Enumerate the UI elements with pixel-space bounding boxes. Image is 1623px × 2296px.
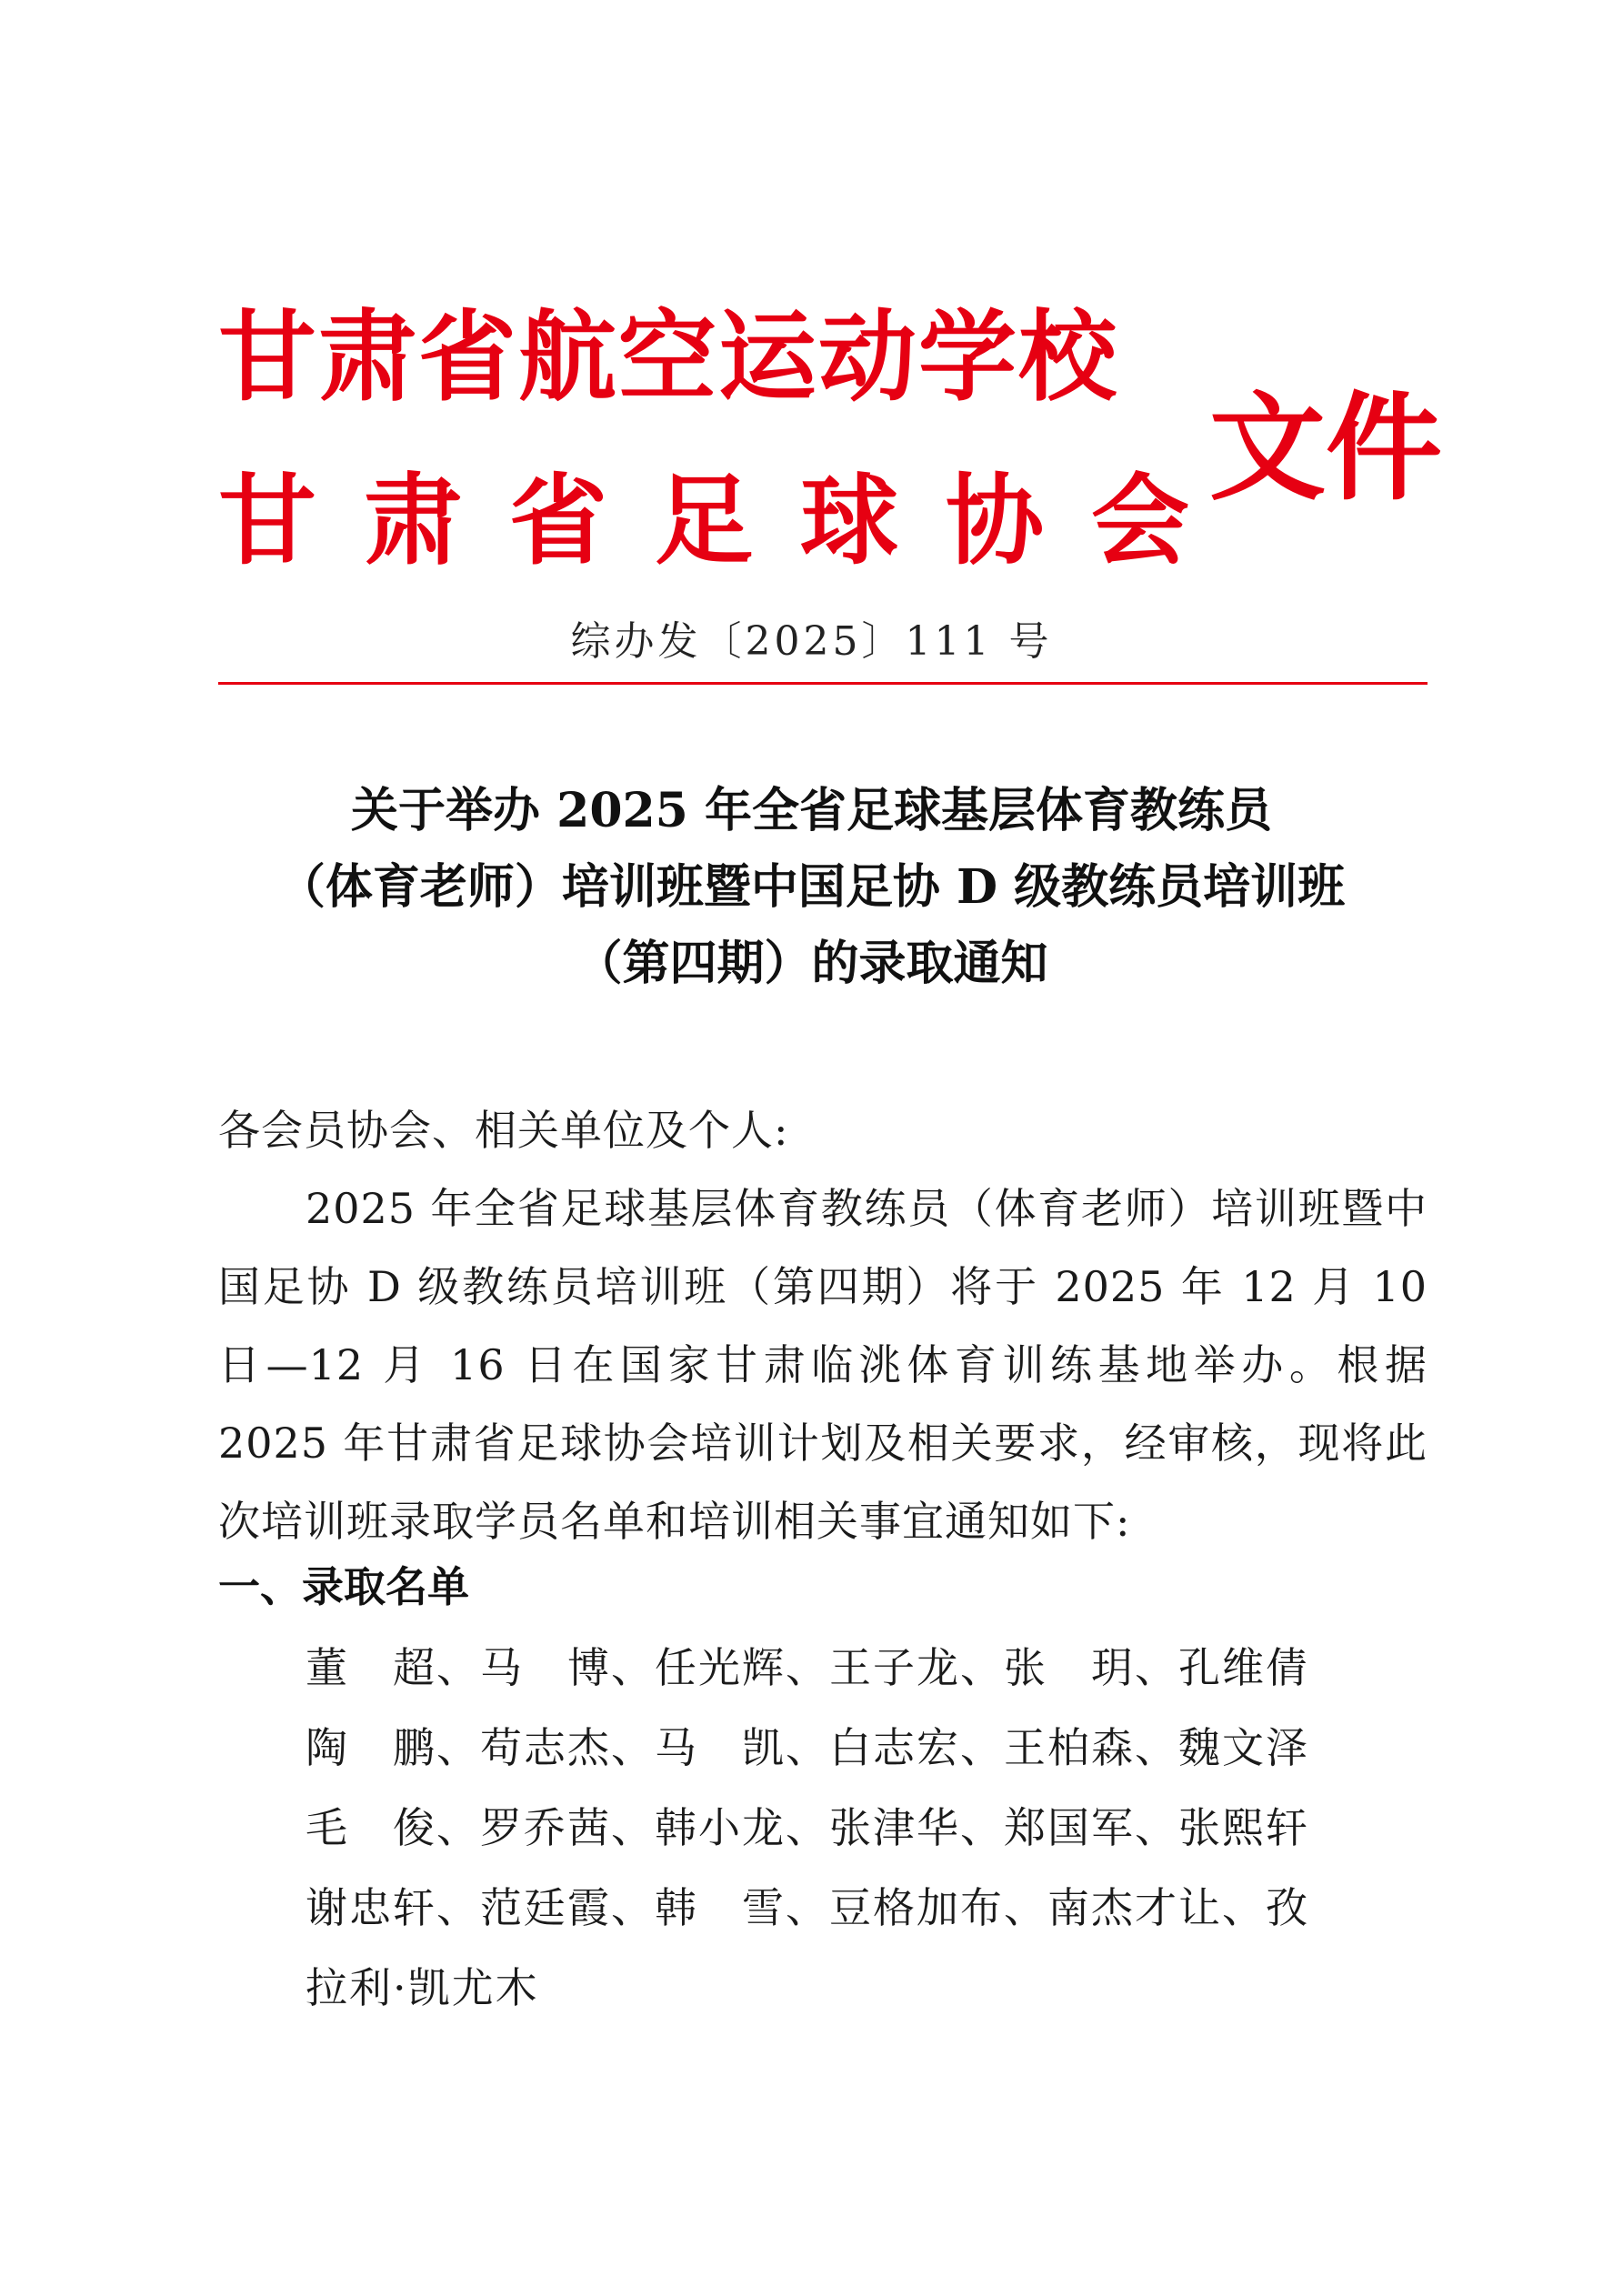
title-line-3: （第四期）的录取通知 bbox=[575, 936, 1048, 991]
title-line-2: （体育老师）培训班暨中国足协 D 级教练员培训班 bbox=[277, 859, 1346, 915]
document-type-label: 文件 bbox=[1209, 381, 1443, 516]
header-red-divider bbox=[218, 682, 1428, 685]
name-list-line: 拉利·凯尤木 bbox=[306, 1963, 539, 2012]
section-heading-admission-list: 一、录取名单 bbox=[218, 1562, 469, 1611]
document-number: 综办发〔2025〕111 号 bbox=[570, 618, 1053, 665]
name-list-line: 董 超、马 博、任光辉、王子龙、张 玥、孔维倩 bbox=[306, 1643, 1309, 1692]
issuing-org-name-2: 甘肃省足球协会 bbox=[218, 465, 1237, 578]
notice-title bbox=[0, 773, 1623, 1002]
issuing-org-name-1: 甘肃省航空运动学校 bbox=[218, 301, 1119, 415]
body-paragraph-1: 2025 年全省足球基层体育教练员（体育老师）培训班暨中国足协 D 级教练员培训班（第四期）将于 2025 年 12 月 10 日—12 月 16 日在国家甘肃临洮体育训练基地举办。根据 2025 年甘肃省足球协会培训计划及相关要求，经审核，现将此次培训班录取学员名单和培训相关事宜通知如下: bbox=[218, 1184, 1428, 1546]
name-list-line: 陶 鹏、苟志杰、马 凯、白志宏、王柏森、魏文泽 bbox=[306, 1723, 1309, 1772]
name-list-line: 毛 俊、罗乔茜、韩小龙、张津华、郑国军、张熙轩 bbox=[306, 1803, 1309, 1852]
name-list-line: 谢忠轩、范廷霞、韩 雪、豆格加布、南杰才让、孜 bbox=[306, 1883, 1309, 1932]
title-line-1: 关于举办 2025 年全省足球基层体育教练员 bbox=[351, 783, 1272, 838]
salutation: 各会员协会、相关单位及个人: bbox=[218, 1106, 789, 1155]
admitted-name-list bbox=[306, 1628, 1351, 2028]
